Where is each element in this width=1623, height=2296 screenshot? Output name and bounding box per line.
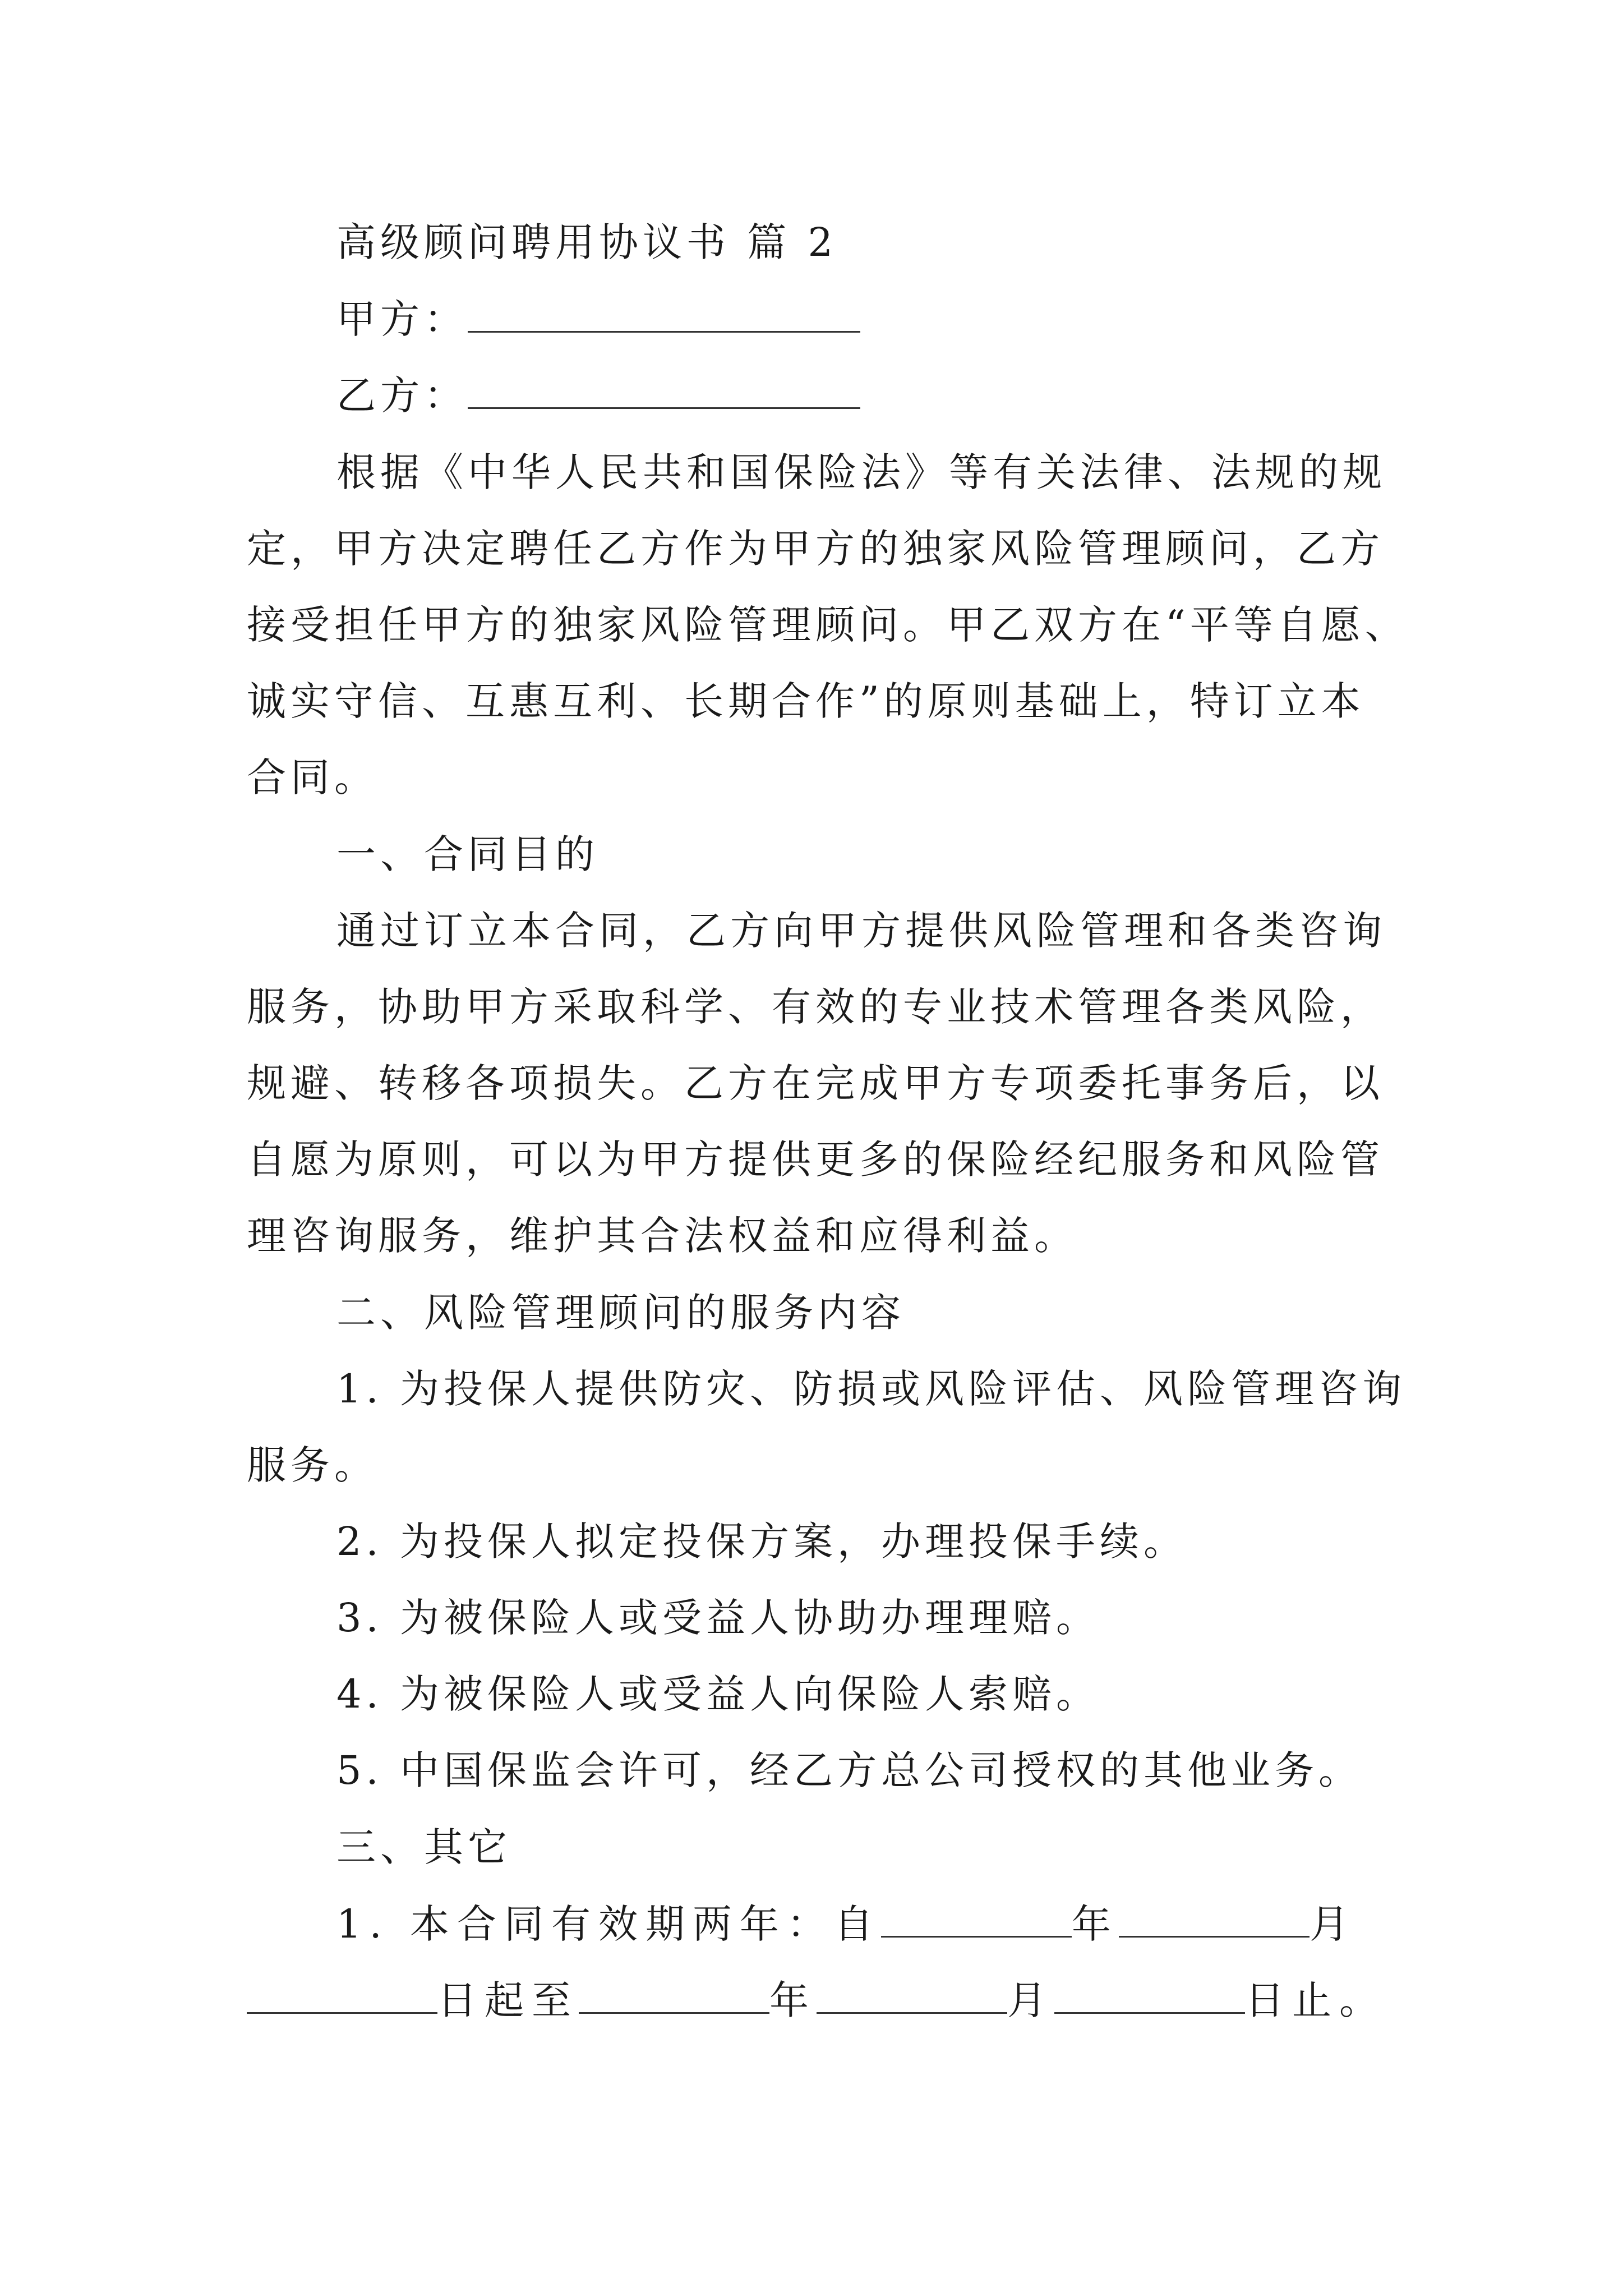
term-month-label: 月	[1007, 1977, 1054, 2023]
party-b-blank	[468, 372, 860, 409]
term-start-year-blank	[881, 1901, 1072, 1938]
term-day-from-label: 日起至	[437, 1977, 579, 2023]
party-b-line	[336, 372, 1402, 418]
intro-line: 定，甲方决定聘任乙方作为甲方的独家风险管理顾问，乙方	[247, 526, 1384, 572]
section-1-heading: 一、合同目的	[336, 831, 599, 877]
term-day-end-label: 日止。	[1245, 1977, 1386, 2023]
service-item: 2. 为投保人拟定投保方案，办理投保手续。	[336, 1519, 1188, 1565]
term-line-2	[247, 1977, 1402, 2023]
intro-line: 诚实守信、互惠互利、长期合作”的原则基础上，特订立本	[247, 678, 1365, 724]
section-1-line: 自愿为原则，可以为甲方提供更多的保险经纪服务和风险管	[247, 1137, 1384, 1182]
intro-line: 合同。	[247, 754, 378, 800]
service-item: 服务。	[247, 1442, 378, 1488]
party-a-label: 甲方：	[336, 296, 468, 342]
term-start-month-blank	[1119, 1901, 1310, 1938]
term-year-label: 年	[1072, 1901, 1119, 1947]
term-end-day-blank	[1054, 1977, 1245, 2014]
term-prefix: 1. 本合同有效期两年：自	[336, 1901, 882, 1947]
section-1-line: 服务，协助甲方采取科学、有效的专业技术管理各类风险，	[247, 984, 1384, 1030]
term-end-month-blank	[817, 1977, 1007, 2014]
party-a-blank	[468, 296, 860, 333]
term-line-1	[336, 1901, 1402, 1947]
section-3-heading: 三、其它	[336, 1824, 511, 1870]
term-year-label: 年	[769, 1977, 817, 2023]
section-1-line: 通过订立本合同，乙方向甲方提供风险管理和各类咨询	[336, 908, 1386, 954]
term-start-day-blank	[247, 1977, 437, 2014]
service-item: 5. 中国保监会许可，经乙方总公司授权的其他业务。	[336, 1747, 1363, 1793]
term-end-year-blank	[579, 1977, 769, 2014]
party-a-line	[336, 296, 1402, 342]
service-item: 3. 为被保险人或受益人协助办理理赔。	[336, 1595, 1100, 1641]
section-2-heading: 二、风险管理顾问的服务内容	[336, 1290, 905, 1336]
section-1-line: 规避、转移各项损失。乙方在完成甲方专项委托事务后，以	[247, 1060, 1384, 1106]
intro-line: 根据《中华人民共和国保险法》等有关法律、法规的规	[336, 449, 1386, 495]
document-title: 高级顾问聘用协议书 篇 2	[336, 219, 838, 265]
intro-line: 接受担任甲方的独家风险管理顾问。甲乙双方在“平等自愿、	[247, 602, 1409, 648]
service-item: 1. 为投保人提供防灾、防损或风险评估、风险管理咨询	[336, 1366, 1407, 1412]
service-item: 4. 为被保险人或受益人向保险人索赔。	[336, 1671, 1100, 1717]
party-b-label: 乙方：	[336, 372, 468, 418]
term-month-label: 月	[1310, 1901, 1357, 1947]
section-1-line: 理咨询服务，维护其合法权益和应得利益。	[247, 1213, 1078, 1259]
